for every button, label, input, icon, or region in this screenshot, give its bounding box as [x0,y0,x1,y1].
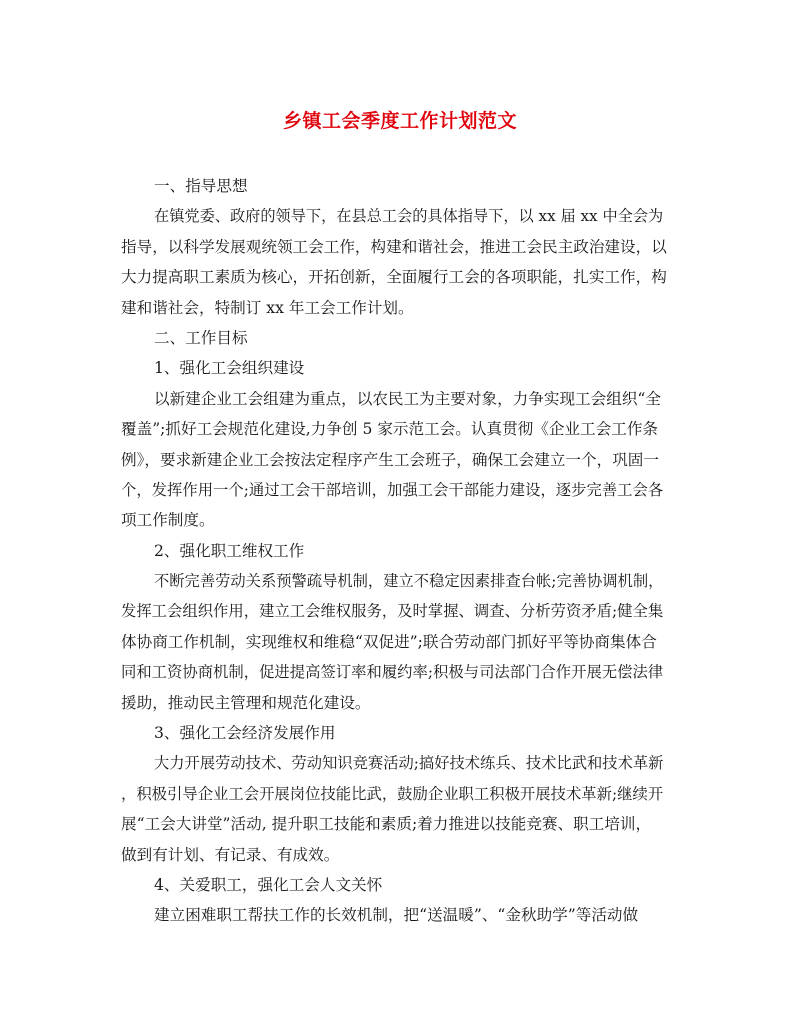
paragraph-line: 发挥工会组织作用，建立工会维权服务，及时掌握、调查、分析劳资矛盾;健全集 [121,602,664,621]
paragraph-line: 指导，以科学发展观统领工会工作，构建和谐社会，推进工会民主政治建设，以 [121,237,667,256]
paragraph-line: 大力开展劳动技术、劳动知识竞赛活动;搞好技术练兵、技术比武和技术革新 [154,754,664,773]
paragraph-line: ，积极引导企业工会开展岗位技能比武，鼓励企业职工积极开展技术革新;继续开 [121,784,664,803]
subsection-heading: 1、强化工会组织建设 [154,359,305,378]
document-title: 乡镇工会季度工作计划范文 [282,110,517,132]
paragraph-line: 项工作制度。 [121,511,215,530]
subsection-heading: 4、关爱职工，强化工会人文关怀 [154,875,383,894]
subsection-heading: 2、强化职工维权工作 [154,541,305,560]
paragraph-line: 援助，推动民主管理和规范化建设。 [121,693,371,712]
paragraph-line: 建立困难职工帮扶工作的长效机制，把“送温暖”、“金秋助学”等活动做 [154,906,639,925]
paragraph-line: 覆盖”;抓好工会规范化建设,力争创 5 家示范工会。认真贯彻《企业工会工作条 [121,420,659,439]
paragraph-line: 建和谐社会，特制订 xx 年工会工作计划。 [121,298,414,317]
paragraph-line: 不断完善劳动关系预警疏导机制，建立不稳定因素排查台帐;完善协调机制， [154,572,664,591]
paragraph-line: 个，发挥作用一个;通过工会干部培训，加强工会干部能力建设，逐步完善工会各 [121,480,664,499]
paragraph-line: 同和工资协商机制，促进提高签订率和履约率;积极与司法部门合作开展无偿法律 [121,663,664,682]
paragraph-line: 大力提高职工素质为核心，开拓创新，全面履行工会的各项职能，扎实工作，构 [121,268,667,287]
paragraph-line: 体协商工作机制，实现维权和维稳“双促进”;联合劳动部门抓好平等协商集体合 [121,632,657,651]
section-heading: 二、工作目标 [154,328,248,347]
subsection-heading: 3、强化工会经济发展作用 [154,724,336,743]
paragraph-line: 在镇党委、政府的领导下，在县总工会的具体指导下，以 xx 届 xx 中全会为 [154,207,664,226]
section-heading: 一、指导思想 [154,177,248,195]
paragraph-line: 例》，要求新建企业工会按法定程序产生工会班子，确保工会建立一个，巩固一 [121,450,659,469]
paragraph-line: 以新建企业工会组建为重点，以农民工为主要对象，力争实现工会组织“全 [154,389,661,408]
paragraph-line: 展“工会大讲堂”活动, 提升职工技能和素质;着力推进以技能竞赛、职工培训， [121,815,652,834]
document-body [121,171,669,931]
paragraph-line: 做到有计划、有记录、有成效。 [121,845,340,864]
